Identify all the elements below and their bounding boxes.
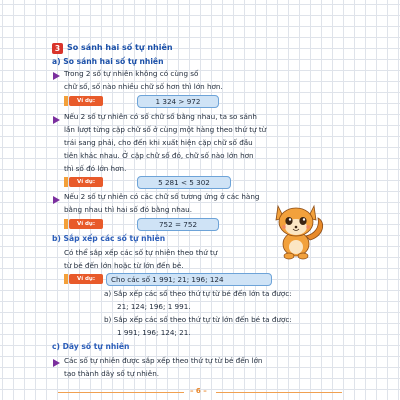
example-formula-4: Cho các số 1 991; 21; 196; 124 <box>106 273 272 286</box>
arrow-right-icon <box>53 116 60 124</box>
arrow-right-icon <box>53 359 60 367</box>
subsection-c-title: c) Dãy số tự nhiên <box>52 342 130 351</box>
example-label: Ví dụ: <box>69 96 103 106</box>
footer-rule-right <box>216 392 342 393</box>
text-line: a) Sắp xếp các số theo thứ tự từ bé đến lớn ta được: <box>104 289 292 298</box>
subsection-a-title: a) So sánh hai số tự nhiên <box>52 57 164 66</box>
text-line: thì số đó lớn hơn. <box>64 164 127 173</box>
text-line: Nếu 2 số tự nhiên có các chữ số tương ứng ở các hàng <box>64 192 260 201</box>
example-strip <box>64 177 68 187</box>
section-number-badge: 3 <box>52 43 63 54</box>
text-line: 1 991; 196; 124; 21. <box>117 328 191 337</box>
example-label: Ví dụ: <box>69 274 103 284</box>
text-line: trái sang phải, cho đến khi xuất hiện cặp chữ số đầu <box>64 138 253 147</box>
example-label: Ví dụ: <box>69 219 103 229</box>
example-formula-2: 5 281 < 5 302 <box>137 176 231 189</box>
example-strip <box>64 96 68 106</box>
text-line: từ bé đến lớn hoặc từ lớn đến bé. <box>64 261 184 270</box>
text-line: tiên khác nhau. Ở cặp chữ số đó, chữ số nào lớn hơn <box>64 151 254 160</box>
section-title: So sánh hai số tự nhiên <box>67 43 173 52</box>
footer-rule-left <box>58 392 184 393</box>
text-line: Có thể sắp xếp các số tự nhiên theo thứ tự <box>64 248 218 257</box>
example-formula-1: 1 324 > 972 <box>137 95 219 108</box>
text-line: tạo thành dãy số tự nhiên. <box>64 369 160 378</box>
text-line: b) Sắp xếp các số theo thứ tự từ lớn đến bé ta được: <box>104 315 292 324</box>
text-line: Nếu 2 số tự nhiên có số chữ số bằng nhau, ta so sánh <box>64 112 257 121</box>
example-strip <box>64 274 68 284</box>
example-strip <box>64 219 68 229</box>
subsection-b-title: b) Sắp xếp các số tự nhiên <box>52 234 166 243</box>
arrow-right-icon <box>53 196 60 204</box>
arrow-right-icon <box>53 72 60 80</box>
fox-mascot-icon <box>270 196 326 262</box>
page-number: – 6 – <box>190 387 207 395</box>
example-label: Ví dụ: <box>69 177 103 187</box>
example-formula-3: 752 = 752 <box>137 218 219 231</box>
text-line: Các số tự nhiên được sắp xếp theo thứ tự từ bé đến lớn <box>64 356 263 365</box>
text-line: chữ số, số nào nhiều chữ số hơn thì lớn hơn. <box>64 82 223 91</box>
text-line: bằng nhau thì hai số đó bằng nhau. <box>64 205 193 214</box>
text-line: Trong 2 số tự nhiên không có cùng số <box>64 69 199 78</box>
text-line: 21; 124; 196; 1 991. <box>117 302 191 311</box>
text-line: lần lượt từng cặp chữ số ở cùng một hàng theo thứ tự từ <box>64 125 267 134</box>
